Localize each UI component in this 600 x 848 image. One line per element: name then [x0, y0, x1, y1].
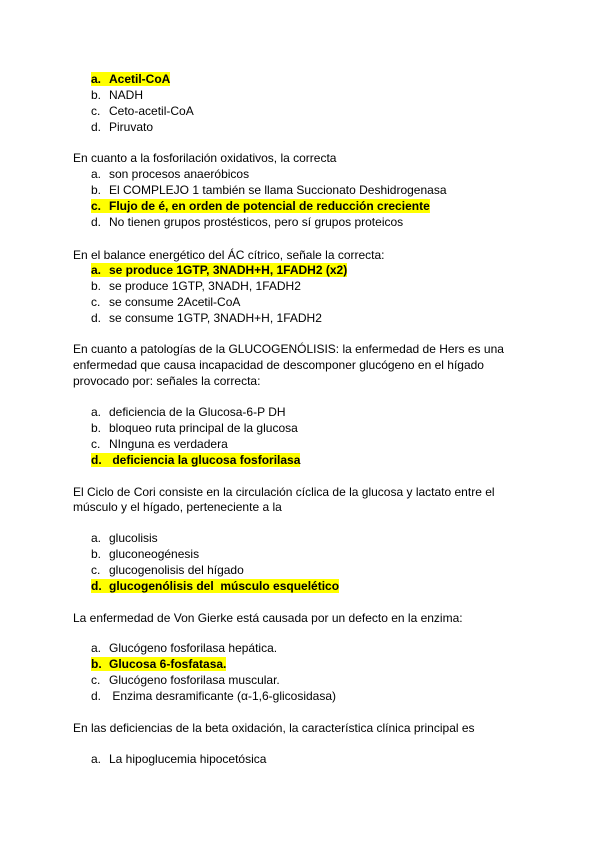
q1-option-d: d. No tienen grupos prostésticos, pero sí grupos proteicos: [91, 215, 404, 229]
block1-option-d: d. Piruvato: [91, 120, 154, 134]
q3-question-line-2: enfermedad que causa incapacidad de descomponer glucógeno en el hígado: [73, 358, 484, 372]
block1-option-b: b. NADH: [91, 88, 144, 102]
q3-option-d: d. deficiencia la glucosa fosforilasa: [91, 453, 301, 467]
q1-option-a: a. son procesos anaeróbicos: [91, 167, 250, 181]
q2-option-d: d. se consume 1GTP, 3NADH+H, 1FADH2: [91, 311, 322, 325]
q2-option-a: a. se produce 1GTP, 3NADH+H, 1FADH2 (x2): [91, 263, 348, 277]
q5-option-c: c. Glucógeno fosforilasa muscular.: [91, 673, 280, 687]
block1-option-a: a. Acetil-CoA: [91, 72, 171, 86]
q5-option-d: d. Enzima desramificante (α-1,6-glicosidasa): [91, 689, 337, 703]
q6-option-a: a. La hipoglucemia hipocetósica: [91, 752, 267, 766]
q1-option-b: b. El COMPLEJO 1 también se llama Succionato Deshidrogenasa: [91, 183, 447, 197]
q3-option-b: b. bloqueo ruta principal de la glucosa: [91, 421, 298, 435]
q3-option-a: a. deficiencia de la Glucosa-6-P DH: [91, 405, 286, 419]
q4-option-b: b. gluconeogénesis: [91, 547, 200, 561]
q4-option-d: d. glucogenólisis del músculo esquelético: [91, 579, 340, 593]
q1-question: En cuanto a la fosforilación oxidativos, la correcta: [73, 151, 337, 165]
q3-question-line-3: provocado por: señales la correcta:: [73, 374, 261, 388]
q4-option-a: a. glucolisis: [91, 531, 158, 545]
q3-option-c: c. NInguna es verdadera: [91, 437, 228, 451]
q5-question: La enfermedad de Von Gierke está causada por un defecto en la enzima:: [73, 611, 463, 625]
q3-question-line-1: En cuanto a patologías de la GLUCOGENÓLISIS: la enfermedad de Hers es una: [73, 342, 504, 356]
q6-question: En las deficiencias de la beta oxidación, la característica clínica principal es: [73, 721, 475, 735]
q2-option-b: b. se produce 1GTP, 3NADH, 1FADH2: [91, 279, 301, 293]
q4-question-line-2: músculo y el hígado, perteneciente a la: [73, 500, 282, 514]
q2-option-c: c. se consume 2Acetil-CoA: [91, 295, 241, 309]
block1-option-c: c. Ceto-acetil-CoA: [91, 104, 194, 118]
q4-option-c: c. glucogenolisis del hígado: [91, 563, 244, 577]
q5-option-b: b. Glucosa 6-fosfatasa.: [91, 657, 227, 671]
q2-question: En el balance energético del ÁC cítrico, señale la correcta:: [73, 248, 385, 262]
q1-option-c: c. Flujo de é, en orden de potencial de reducción creciente: [91, 199, 430, 213]
q5-option-a: a. Glucógeno fosforilasa hepática.: [91, 641, 278, 655]
q4-question-line-1: El Ciclo de Cori consiste en la circulación cíclica de la glucosa y lactato entre el: [73, 485, 495, 499]
